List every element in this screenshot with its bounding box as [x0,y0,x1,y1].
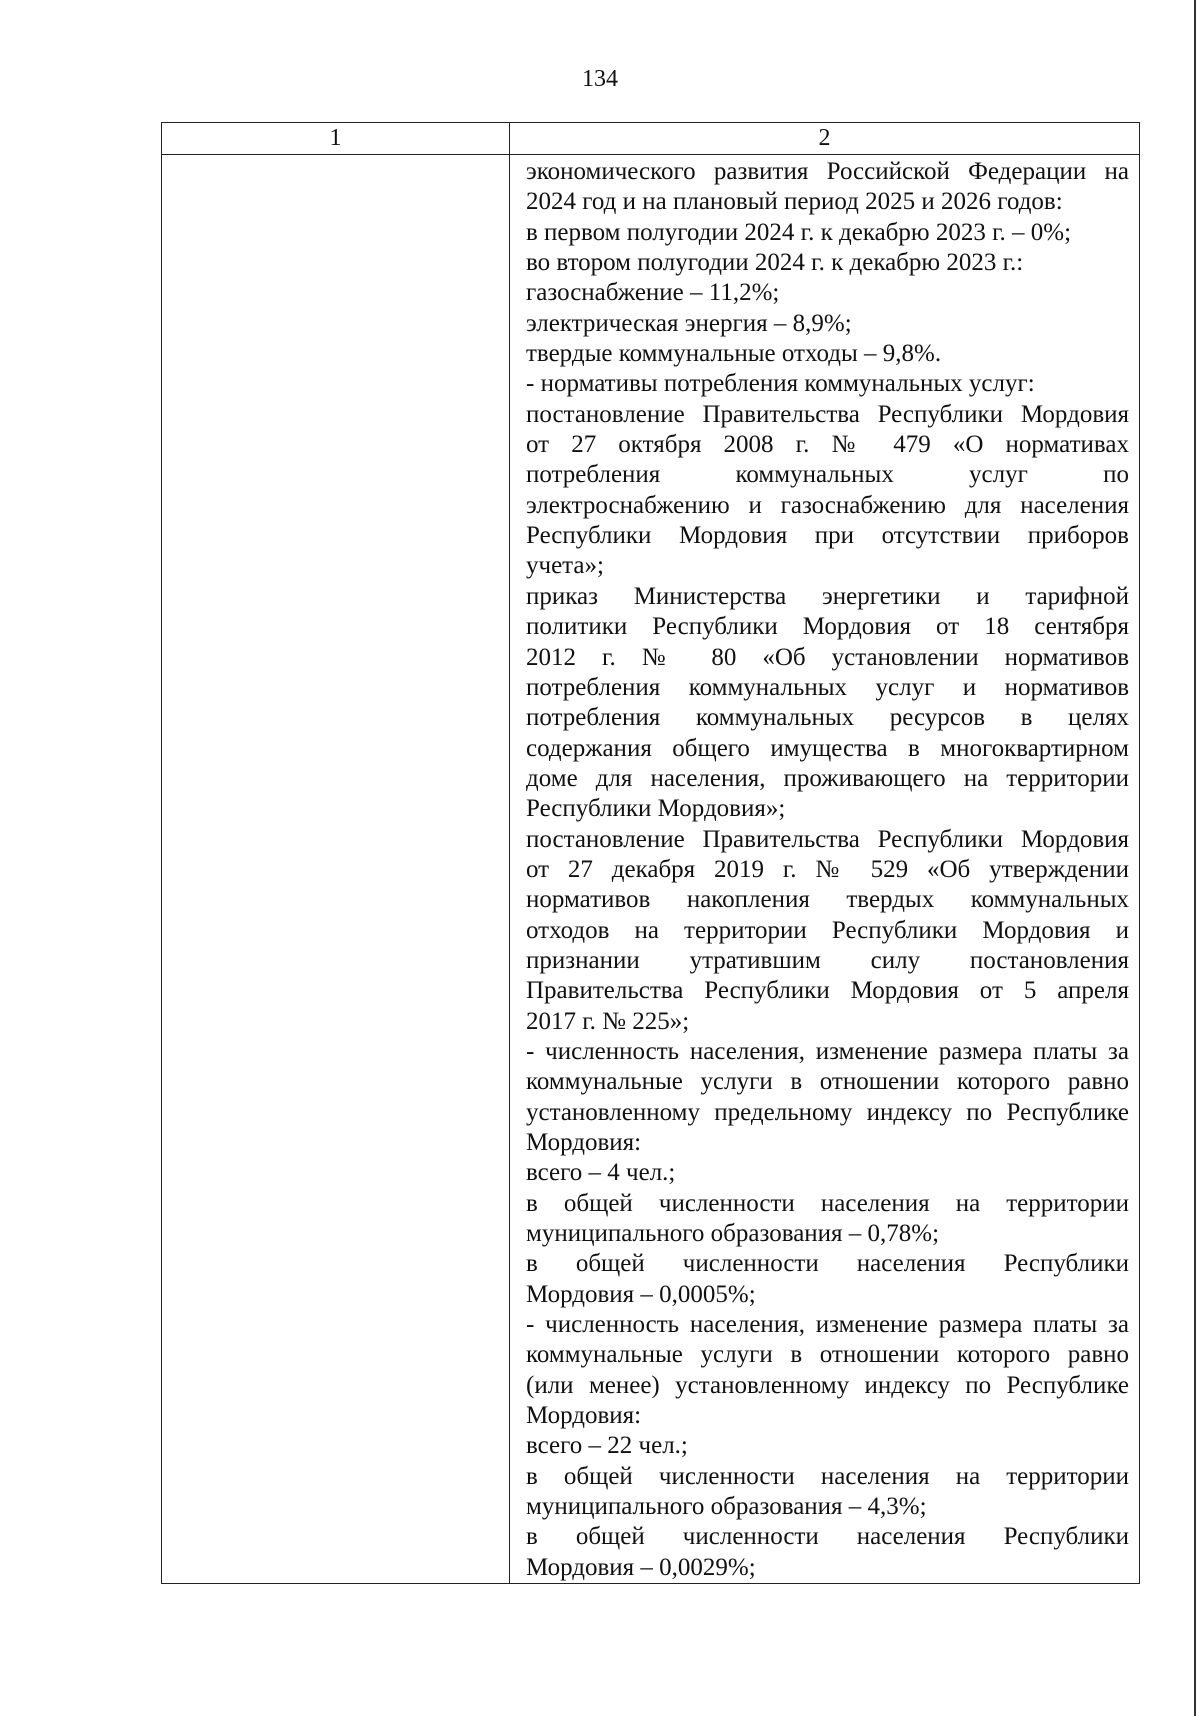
text-line: электрическая энергия – 8,9%; [526,309,852,337]
text-line: Мордовия: [526,1402,642,1430]
text-line: в общей численности населения на территории [526,1189,1129,1217]
text-line: 2017 г. № 225»; [526,1007,690,1035]
text-line: нормативов накопления твердых коммунальных [526,886,1129,914]
text-line: Республики Мордовия»; [526,795,786,823]
text-line: постановление Правительства Республики Мордовия [526,400,1129,428]
text-line: - нормативы потребления коммунальных услуг: [526,370,1035,398]
text-line: всего – 22 чел.; [526,1432,688,1460]
text-line: муниципального образования – 4,3%; [526,1493,927,1521]
text-line: - численность населения, изменение размера платы за [526,1037,1129,1065]
text-line: учета»; [526,552,604,580]
text-line: отходов на территории Республики Мордовия и [526,916,1129,944]
table-header-row [162,123,1140,155]
scan-edge-line [1194,0,1196,1716]
text-line: муниципального образования – 0,78%; [526,1220,940,1248]
text-line: всего – 4 чел.; [526,1159,676,1187]
text-line: от 27 декабря 2019 г. № 529 «Об утверждении [526,855,1129,883]
table-body-row [162,155,1140,1584]
text-line: Мордовия – 0,0029%; [526,1553,756,1581]
text-line: постановление Правительства Республики Мордовия [526,825,1129,853]
text-line: в общей численности населения Республики [526,1523,1129,1551]
text-line: приказ Министерства энергетики и тарифной [526,582,1129,610]
text-line: от 27 октября 2008 г. № 479 «О нормативах [526,431,1129,459]
text-line: признании утратившим силу постановления [526,946,1129,974]
text-line: содержания общего имущества в многоквартирном [526,734,1129,762]
text-line: в первом полугодии 2024 г. к декабрю 2023 г. – 0%; [526,218,1072,246]
text-line: экономического развития Российской Федерации на [526,158,1129,185]
text-line: твердые коммунальные отходы – 9,8%. [526,340,942,368]
text-line: Мордовия: [526,1129,642,1156]
column-header-2: 2 [510,123,1140,155]
text-line: (или менее) установленному индексу по Республике [526,1371,1129,1399]
text-line: установленному предельному индексу по Республике [526,1098,1129,1126]
text-line: потребления коммунальных услуг и нормативов [526,673,1129,701]
page-number: 134 [582,66,618,92]
text-line: 2012 г. № 80 «Об установлении нормативов [526,643,1129,671]
text-line: в общей численности населения на территории [526,1462,1129,1490]
text-line: газоснабжение – 11,2%; [526,279,780,307]
text-line: потребления коммунальных услуг по [526,461,1129,489]
document-table [161,122,1140,1584]
text-line: политики Республики Мордовия от 18 сентября [526,613,1129,641]
text-line: во втором полугодии 2024 г. к декабрю 2023 г.: [526,249,1024,277]
text-line: Мордовия – 0,0005%; [526,1280,756,1308]
column-1-cell [162,155,510,1584]
text-line: электроснабжению и газоснабжению для населения [526,491,1129,519]
column-2-cell [510,155,1140,1584]
text-line: потребления коммунальных ресурсов в целях [526,704,1129,732]
text-line: - численность населения, изменение размера платы за [526,1311,1129,1339]
text-line: Республики Мордовия при отсутствии приборов [526,522,1129,550]
text-line: 2024 год и на плановый период 2025 и 2026 годов: [526,188,1063,216]
column-2-text [510,155,1139,1583]
text-line: в общей численности населения Республики [526,1250,1129,1278]
text-line: доме для населения, проживающего на территории [526,764,1129,792]
text-line: коммунальные услуги в отношении которого равно [526,1341,1129,1369]
text-line: Правительства Республики Мордовия от 5 апреля [526,977,1129,1005]
column-header-1: 1 [162,123,510,155]
text-line: коммунальные услуги в отношении которого равно [526,1068,1129,1096]
